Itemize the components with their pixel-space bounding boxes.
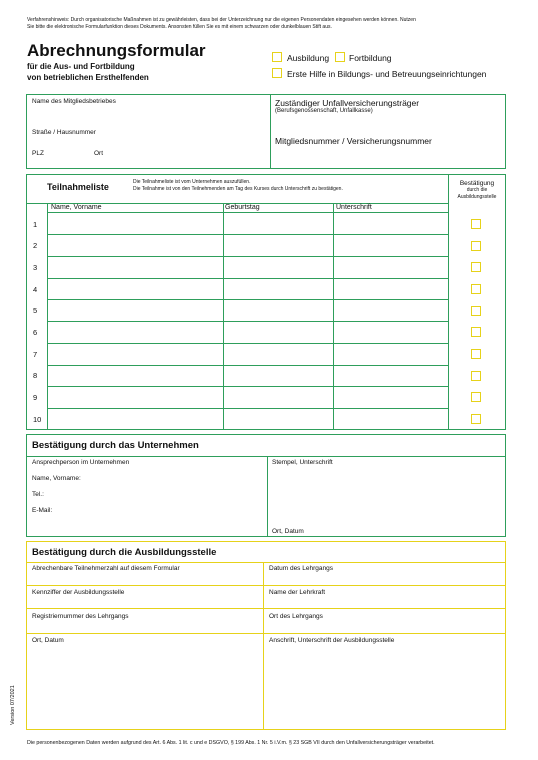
row-number-7: 7 bbox=[33, 350, 38, 359]
subtitle-line-2: von betrieblichen Ersthelfenden bbox=[27, 72, 149, 82]
row-7-confirm-checkbox[interactable] bbox=[471, 349, 481, 359]
row-6-confirm-checkbox[interactable] bbox=[471, 327, 481, 337]
confirm-sub-1: durch die bbox=[466, 187, 488, 193]
privacy-footer: Die personenbezogenen Daten werden aufgrund des Art. 6 Abs. 1 lit. c und e DSGVO, § 199 Abs. 1 Nr. 5 i.V.m. § 23 SGB VII durch den Unfallversicherungsträger verarbeitet. bbox=[27, 740, 435, 746]
participant-list bbox=[26, 174, 506, 430]
stamp-signature-label: Stempel, Unterschrift bbox=[272, 459, 333, 466]
company-confirmation-section bbox=[26, 434, 506, 537]
confirm-column-header bbox=[449, 180, 505, 200]
training-code-label: Kennziffer der Ausbildungsstelle bbox=[32, 589, 125, 596]
procedure-notice bbox=[27, 17, 517, 30]
company-confirm-title: Bestätigung durch das Unternehmen bbox=[32, 440, 199, 451]
row-number-10: 10 bbox=[33, 415, 42, 424]
row-3-confirm-checkbox[interactable] bbox=[471, 262, 481, 272]
confirm-label: Bestätigung bbox=[459, 180, 495, 187]
city-label: Ort bbox=[94, 150, 104, 157]
fortbildung-checkbox[interactable] bbox=[335, 52, 345, 62]
participant-note-2: Die Teilnahme ist von den Teilnehmenden am Tag des Kurses durch Unterschrift zu bestätigen. bbox=[133, 185, 343, 192]
row-2-confirm-checkbox[interactable] bbox=[471, 241, 481, 251]
training-confirmation-section bbox=[26, 541, 506, 730]
ausbildung-checkbox[interactable] bbox=[272, 52, 282, 62]
notice-line-2: Sie bitte die elektronische Formularfunktion dieses Dokuments. Ansonsten füllen Sie es mit einem schwarzen oder dunkelblauen Stift aus. bbox=[27, 23, 332, 30]
participant-note-1: Die Teilnahmeliste ist vom Unternehmen auszufüllen. bbox=[133, 179, 251, 185]
course-location-label: Ort des Lehrgangs bbox=[269, 613, 323, 620]
street-label: Straße / Hausnummer bbox=[32, 129, 96, 136]
row-10-confirm-checkbox[interactable] bbox=[471, 414, 481, 424]
form-subtitle bbox=[27, 62, 149, 84]
contact-email-label: E-Mail: bbox=[32, 507, 53, 514]
col-birthday-header: Geburtstag bbox=[225, 204, 260, 211]
row-5-confirm-checkbox[interactable] bbox=[471, 306, 481, 316]
training-place-date-label: Ort, Datum bbox=[32, 637, 64, 644]
col-name-header: Name, Vorname bbox=[51, 204, 102, 211]
notice-line-1: Verfahrenshinweis: Durch organisatorische Maßnahmen ist zu gewährleisten, dass bei der Unterzeichnung nur die eigenen Personendaten eingesehen werden können. Nutzen bbox=[27, 17, 416, 23]
row-number-8: 8 bbox=[33, 371, 38, 380]
row-number-3: 3 bbox=[33, 263, 38, 272]
contact-tel-label: Tel.: bbox=[32, 491, 44, 498]
row-8-confirm-checkbox[interactable] bbox=[471, 371, 481, 381]
erste-hilfe-checkbox[interactable] bbox=[272, 68, 282, 78]
participant-list-notes bbox=[133, 179, 443, 192]
form-title: Abrechnungsformular bbox=[27, 41, 206, 60]
teacher-name-label: Name der Lehrkraft bbox=[269, 589, 325, 596]
version-label: Version 07/2021 bbox=[10, 685, 16, 725]
fortbildung-label: Fortbildung bbox=[349, 53, 392, 63]
row-1-signature-field[interactable] bbox=[334, 213, 448, 234]
insurer-label: Zuständiger Unfallversicherungsträger bbox=[275, 98, 420, 108]
training-confirm-title: Bestätigung durch die Ausbildungsstelle bbox=[32, 547, 217, 558]
row-number-6: 6 bbox=[33, 328, 38, 337]
row-number-1: 1 bbox=[33, 220, 38, 229]
member-number-label: Mitgliedsnummer / Versicherungsnummer bbox=[275, 136, 432, 146]
company-place-date-label: Ort, Datum bbox=[272, 528, 304, 535]
company-name-label: Name des Mitgliedsbetriebes bbox=[32, 98, 116, 105]
row-9-confirm-checkbox[interactable] bbox=[471, 392, 481, 402]
row-1-confirm-checkbox[interactable] bbox=[471, 219, 481, 229]
row-1-name-field[interactable] bbox=[48, 213, 223, 234]
zip-label: PLZ bbox=[32, 150, 44, 157]
row-number-4: 4 bbox=[33, 285, 38, 294]
row-number-2: 2 bbox=[33, 241, 38, 250]
billable-count-label: Abrechenbare Teilnehmerzahl auf diesem Formular bbox=[32, 565, 180, 572]
registration-number-label: Registriernummer des Lehrgangs bbox=[32, 613, 129, 620]
company-insurer-box bbox=[26, 94, 506, 169]
confirm-sub-2: Ausbildungsstelle bbox=[457, 193, 497, 200]
row-number-5: 5 bbox=[33, 306, 38, 315]
insurer-sublabel: (Berufsgenossenschaft, Unfallkasse) bbox=[275, 108, 373, 114]
contact-person-label: Ansprechperson im Unternehmen bbox=[32, 459, 130, 466]
row-1-birthday-field[interactable] bbox=[224, 213, 333, 234]
participant-list-title: Teilnahmeliste bbox=[47, 182, 109, 192]
ausbildung-label: Ausbildung bbox=[287, 53, 330, 63]
contact-name-label: Name, Vorname: bbox=[32, 475, 81, 482]
training-address-signature-label: Anschrift, Unterschrift der Ausbildungsstelle bbox=[269, 637, 395, 644]
row-number-9: 9 bbox=[33, 393, 38, 402]
row-4-confirm-checkbox[interactable] bbox=[471, 284, 481, 294]
col-signature-header: Unterschrift bbox=[336, 204, 372, 211]
erste-hilfe-label: Erste Hilfe in Bildungs- und Betreuungseinrichtungen bbox=[287, 69, 487, 79]
course-date-label: Datum des Lehrgangs bbox=[269, 565, 333, 572]
subtitle-line-1: für die Aus- und Fortbildung bbox=[27, 62, 135, 71]
